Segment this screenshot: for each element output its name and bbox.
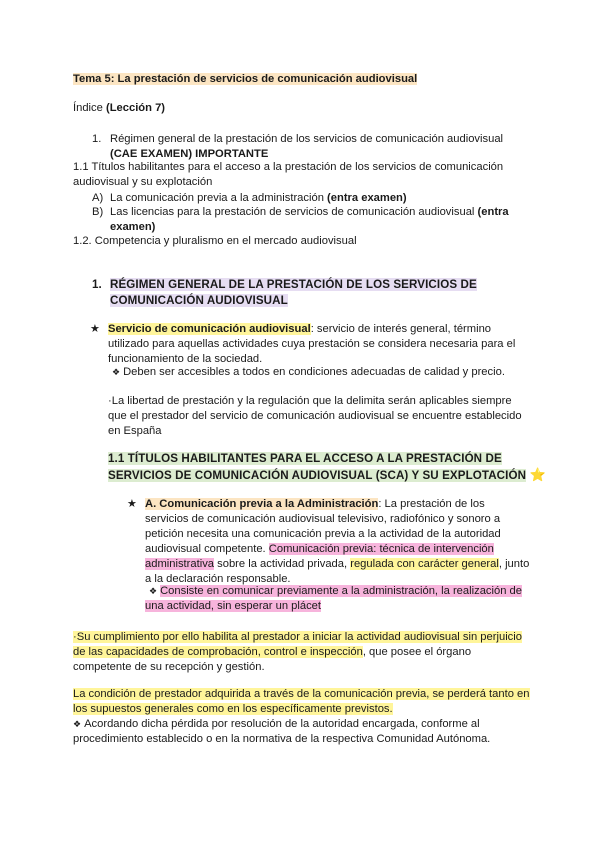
sub-bullet-consiste: ❖ Consiste en comunicar previamente a la administración, la realización de una actividad, sin esperar un plácet xyxy=(145,585,522,612)
definition-servicio: Servicio de comunicación audiovisual: servicio de interés general, término utilizado para aquellas actividades cuya prestación se considera necesaria para el funcionamiento de la sociedad. xyxy=(108,323,516,365)
toc-item-a-letter: A) xyxy=(92,192,104,204)
document-title: Tema 5: La prestación de servicios de comunicación audiovisual xyxy=(73,73,418,85)
libertad-paragraph: ·La libertad de prestación y la regulación que la delimita serán aplicables siempre que el prestador del servicio de comunicación audiovisual se encuentre establecido en España xyxy=(108,395,522,437)
toc-item-b: Las licencias para la prestación de servicios de comunicación audiovisual (entra examen) xyxy=(110,206,509,233)
diamond-bullet-icon: ❖ xyxy=(112,367,121,377)
index-label: Índice (Lección 7) xyxy=(73,102,166,114)
sub-bullet-accesibles: ❖ Deben ser accesibles a todos en condiciones adecuadas de calidad y precio. xyxy=(112,366,505,378)
toc-item-1-number: 1. xyxy=(92,133,102,145)
gold-star-icon: ⭐ xyxy=(526,467,547,482)
toc-item-b-letter: B) xyxy=(92,206,104,218)
toc-item-1-2: 1.2. Competencia y pluralismo en el mercado audiovisual xyxy=(73,235,357,247)
section-1-heading: RÉGIMEN GENERAL DE LA PRESTACIÓN DE LOS SERVICIOS DE COMUNICACIÓN AUDIOVISUAL xyxy=(110,278,477,307)
diamond-bullet-icon: ❖ xyxy=(149,586,158,596)
star-bullet-icon-2: ★ xyxy=(127,498,138,510)
condicion-paragraph: La condición de prestador adquirida a través de la comunicación previa, se perderá tanto en los supuestos generales como en los específicamente previstos. ❖ Acordando dicha pérdida por resolución de la autoridad encargada, conforme al procedimiento establecido o en la normativa de la respectiva Comunidad Autónoma. xyxy=(73,688,530,745)
toc-item-a: La comunicación previa a la administración (entra examen) xyxy=(110,192,407,204)
definition-comunicacion-previa: A. Comunicación previa a la Administración: La prestación de los servicios de comunicación audiovisual televisivo, radiofónico y sonoro a petición necesita una comunicación previa a la actividad de la autoridad audiovisual competente. Comunicación previa: técnica de intervención administrativa sobre la actividad privada, regulada con carácter general, junto a la declaración responsable. xyxy=(145,498,530,585)
section-1-1-heading: 1.1 TÍTULOS HABILITANTES PARA EL ACCESO A LA PRESTACIÓN DE SERVICIOS DE COMUNICACIÓN AUDIOVISUAL (SCA) Y SU EXPLOTACIÓN ⭐ xyxy=(108,452,547,482)
cumplimiento-paragraph: ·Su cumplimiento por ello habilita al prestador a iniciar la actividad audiovisual sin perjuicio de las capacidades de comprobación, control e inspección, que posee el órgano competente de su recepción y gestión. xyxy=(73,631,522,673)
section-1-number: 1. xyxy=(92,278,102,291)
toc-item-1: Régimen general de la prestación de los servicios de comunicación audiovisual (CAE EXAMEN) IMPORTANTE xyxy=(110,133,504,160)
star-bullet-icon: ★ xyxy=(90,323,101,335)
toc-item-1-1: 1.1 Títulos habilitantes para el acceso a la prestación de los servicios de comunicación audiovisual y su explotación xyxy=(73,161,504,188)
diamond-bullet-icon: ❖ xyxy=(73,719,82,729)
